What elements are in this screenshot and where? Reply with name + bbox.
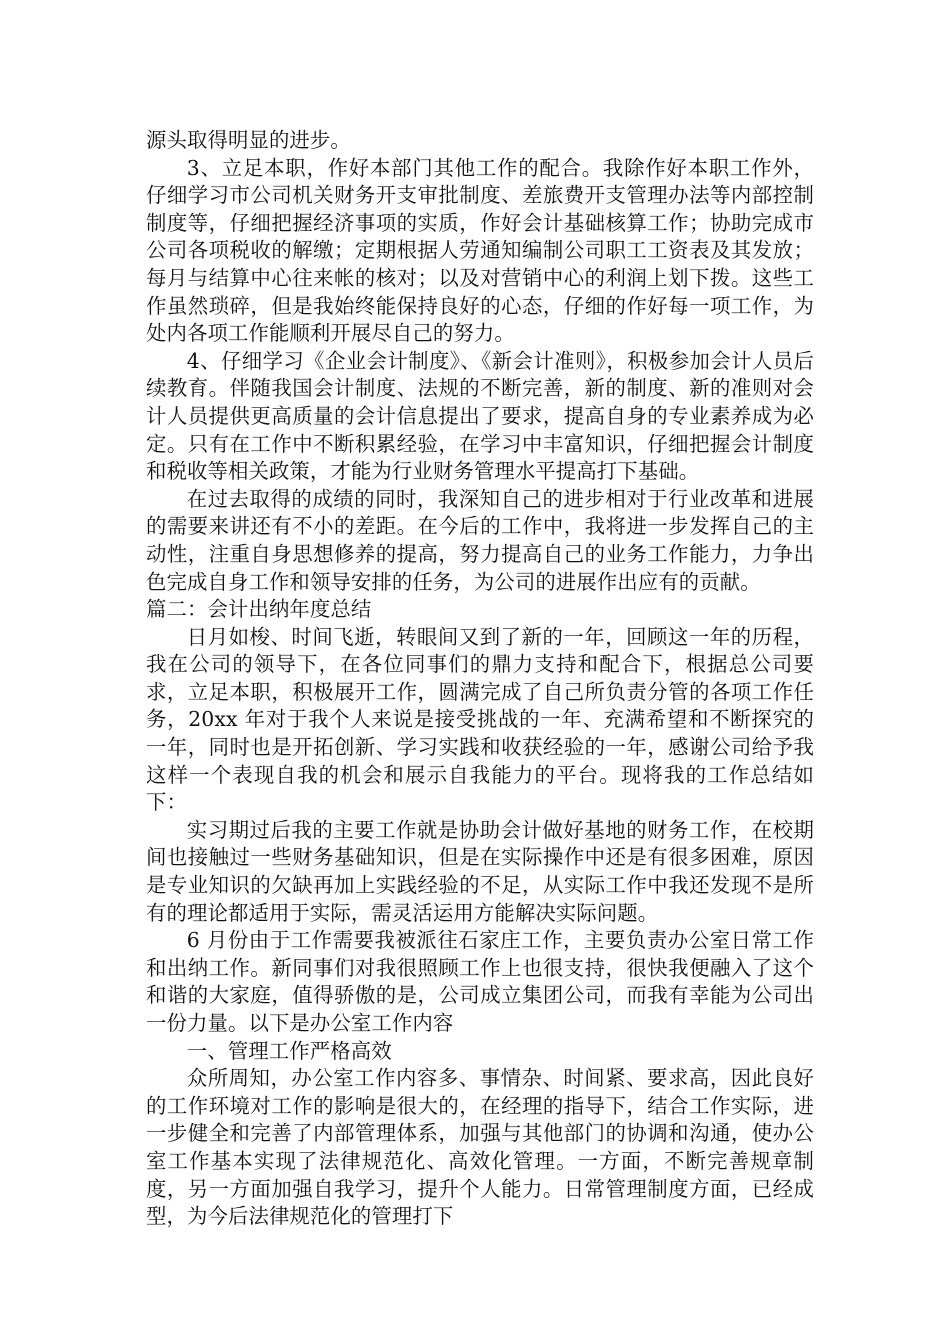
document-page [146, 127, 814, 1231]
paragraph-internship: 实习期过后我的主要工作就是协助会计做好基地的财务工作，在校期间也接触过一些财务基础知识，但是在实际操作中还是有很多困难，原因是专业知识的欠缺再加上实践经验的不足，从实际工作中我还发现不是所有的理论都适用于实际，需灵活运用方能解决实际问题。 [146, 817, 814, 925]
paragraph-june: 6 月份由于工作需要我被派往石家庄工作，主要负责办公室日常工作和出纳工作。新同事们对我很照顾工作上也很支持，很快我便融入了这个和谐的大家庭，值得骄傲的是，公司成立集团公司，而我有幸能为公司出一份力量。以下是办公室工作内容 [146, 928, 814, 1035]
paragraph-item-4: 4、仔细学习《企业会计制度》、《新会计准则》，积极参加会计人员后续教育。伴随我国会计制度、法规的不断完善，新的制度、新的准则对会计人员提供更高质量的会计信息提出了要求，提高自身的专业素养成为必定。只有在工作中不断积累经验，在学习中丰富知识，仔细把握会计制度和税收等相关政策，才能为行业财务管理水平提高打下基础。 [146, 348, 814, 484]
paragraph-conclusion: 在过去取得的成绩的同时，我深知自己的进步相对于行业改革和进展的需要来讲还有不小的差距。在今后的工作中，我将进一步发挥自己的主动性，注重自身思想修养的提高，努力提高自己的业务工作能力，力争出色完成自身工作和领导安排的任务，为公司的进展作出应有的贡献。 [146, 486, 814, 594]
paragraph-continuation: 源头取得明显的进步。 [146, 128, 351, 152]
paragraph-intro: 日月如梭、时间飞逝，转眼间又到了新的一年，回顾这一年的历程，我在公司的领导下，在各位同事们的鼎力支持和配合下，根据总公司要求，立足本职，积极展开工作，圆满完成了自己所负责分管的各项工作任务，20xx 年对于我个人来说是接受挑战的一年、充满希望和不断探究的一年，同时也是开拓创新、学习实践和收获经验的一年，感谢公司给予我这样一个表现自我的机会和展示自我能力的平台。现将我的工作总结如下： [146, 624, 814, 815]
section-heading: 篇二：会计出纳年度总结 [146, 597, 372, 622]
subsection-heading: 一、管理工作严格高效 [186, 1038, 392, 1063]
paragraph-item-3: 3、立足本职，作好本部门其他工作的配合。我除作好本职工作外，仔细学习市公司机关财务开支审批制度、差旅费开支管理办法等内部控制制度等，仔细把握经济事项的实质，作好会计基础核算工作；协助完成市公司各项税收的解缴；定期根据人劳通知编制公司职工工资表及其发放；每月与结算中心往来帐的核对；以及对营销中心的利润上划下拨。这些工作虽然琐碎，但是我始终能保持良好的心态，仔细的作好每一项工作，为处内各项工作能顺利开展尽自己的努力。 [146, 155, 814, 346]
paragraph-management: 众所周知，办公室工作内容多、事情杂、时间紧、要求高，因此良好的工作环境对工作的影响是很大的，在经理的指导下，结合工作实际，进一步健全和完善了内部管理体系，加强与其他部门的协调和沟通，使办公室工作基本实现了法律规范化、高效化管理。一方面，不断完善规章制度，另一方面加强自我学习，提升个人能力。日常管理制度方面，已经成型，为今后法律规范化的管理打下 [146, 1066, 814, 1229]
